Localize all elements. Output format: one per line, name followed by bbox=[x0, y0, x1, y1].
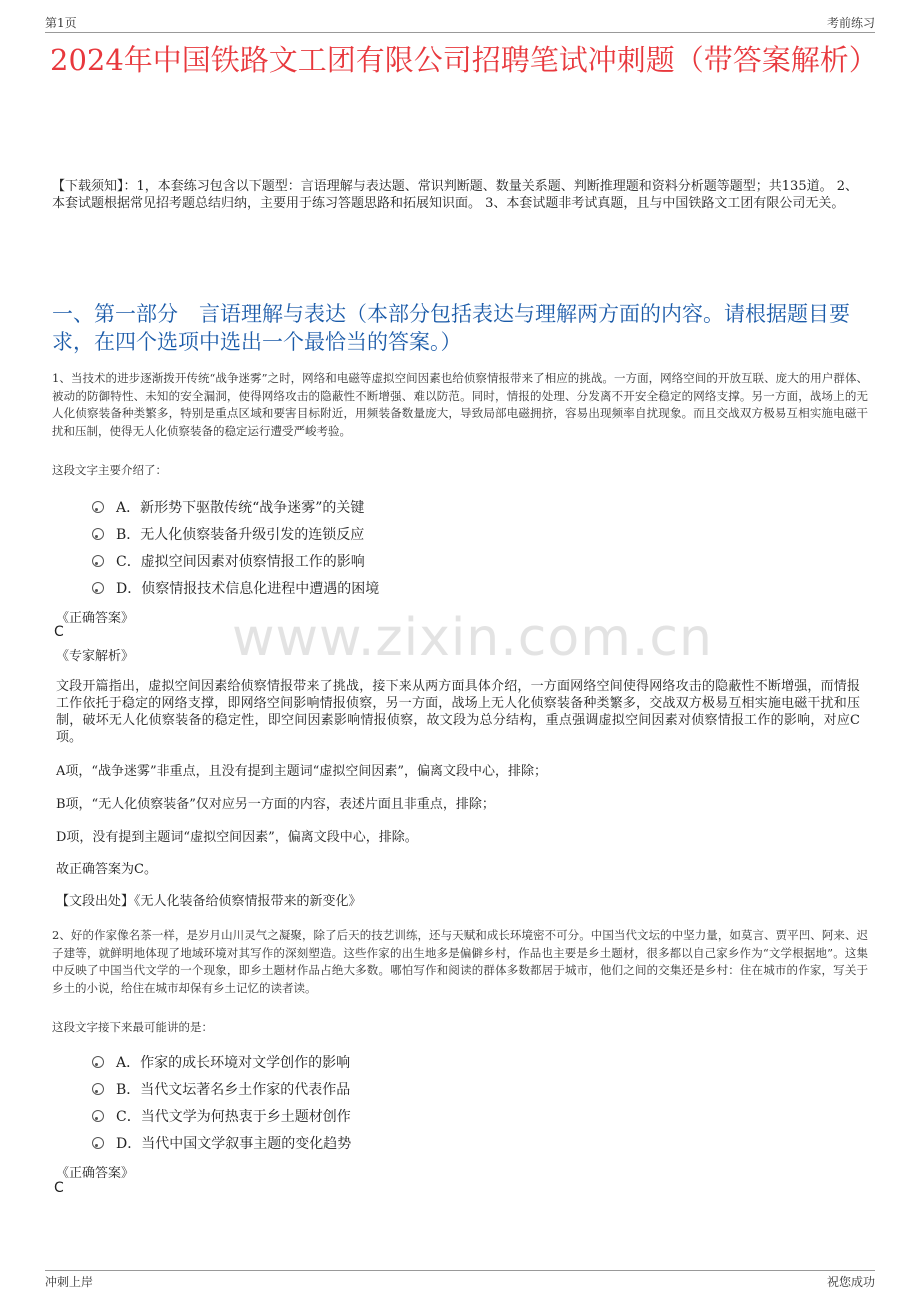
question-1-stem: 这段文字主要介绍了： bbox=[52, 463, 167, 477]
question-2-answer-label: 《正确答案》 bbox=[56, 1166, 135, 1181]
question-2-option-d[interactable] bbox=[92, 1133, 351, 1153]
question-1-note-b: B项，“无人化侦察装备”仅对应另一方面的内容，表述片面且非重点，排除； bbox=[56, 797, 495, 812]
option-label: D．侦察情报技术信息化进程中遭遇的困境 bbox=[116, 581, 380, 597]
question-1-note-d: D项，没有提到主题词“虚拟空间因素”，偏离文段中心，排除。 bbox=[56, 830, 418, 845]
footer-left: 冲刺上岸 bbox=[45, 1275, 94, 1289]
page-number: 第1页 bbox=[45, 16, 77, 30]
question-1-option-b[interactable] bbox=[92, 524, 364, 544]
question-1-option-c[interactable] bbox=[92, 551, 365, 571]
page-header bbox=[45, 12, 875, 33]
question-1-analysis-label: 《专家解析》 bbox=[56, 649, 135, 664]
question-1-source: 【文段出处】《无人化装备给侦察情报带来的新变化》 bbox=[56, 894, 362, 909]
option-label: B．当代文坛著名乡土作家的代表作品 bbox=[116, 1082, 351, 1098]
question-2-answer: C bbox=[54, 1180, 64, 1196]
question-2-option-b[interactable] bbox=[92, 1079, 350, 1099]
question-1-option-d[interactable] bbox=[92, 578, 379, 598]
footer-right: 祝您成功 bbox=[826, 1275, 875, 1289]
question-2-passage: 2、好的作家像名茶一样，是岁月山川灵气之凝聚，除了后天的技艺训练，还与天赋和成长环境密不可分。中国当代文坛的中坚力量，如莫言、贾平凹、阿来、迟子建等，就鲜明地体现了地域环境对其写作的深刻塑造。这些作家的出生地多是偏僻乡村，作品也主要是乡土题材，很多都以自己家乡作为“文学根据地”。这集中反映了中国当代文学的一个现象，即乡土题材作品占绝大多数。哪怕写作和阅读的群体多数都居于城市，他们之间的交集还是乡村：住在城市的作家，写关于乡土的小说，给住在城市却保有乡土记忆的读者读。 bbox=[52, 928, 868, 995]
question-2-option-a[interactable] bbox=[92, 1052, 350, 1072]
radio-icon[interactable] bbox=[92, 1137, 104, 1149]
question-1-passage: 1、当技术的进步逐渐拨开传统“战争迷雾”之时，网络和电磁等虚拟空间因素也给侦察情报带来了相应的挑战。一方面，网络空间的开放互联、庞大的用户群体、被动的防御特性、未知的安全漏洞，使得网络攻击的隐蔽性不断增强、难以防范。同时，情报的处理、分发离不开安全稳定的网络支撑。另一方面，战场上的无人化侦察装备种类繁多，特别是重点区域和要害目标附近，用频装备数量庞大，导致局部电磁拥挤，容易出现频率自扰现象。而且交战双方极易互相实施电磁干扰和压制，使得无人化侦察装备的稳定运行遭受严峻考验。 bbox=[52, 371, 868, 438]
header-tag: 考前练习 bbox=[826, 16, 875, 30]
radio-icon[interactable] bbox=[92, 501, 104, 513]
radio-icon[interactable] bbox=[92, 582, 104, 594]
section-heading: 一、第一部分 言语理解与表达（本部分包括表达与理解两方面的内容。请根据题目要求，在四个选项中选出一个最恰当的答案。） bbox=[52, 302, 850, 354]
option-label: C．当代文学为何热衷于乡土题材创作 bbox=[116, 1109, 351, 1125]
watermark: www.zixin.com.cn bbox=[232, 608, 713, 668]
radio-icon[interactable] bbox=[92, 1056, 104, 1068]
question-1-answer: C bbox=[54, 624, 64, 640]
question-1-note-a: A项，“战争迷雾”非重点，且没有提到主题词“虚拟空间因素”，偏离文段中心，排除； bbox=[56, 764, 547, 779]
option-label: C．虚拟空间因素对侦察情报工作的影响 bbox=[116, 554, 365, 570]
option-label: A．作家的成长环境对文学创作的影响 bbox=[116, 1055, 351, 1071]
download-notice: 【下载须知】：1，本套练习包含以下题型：言语理解与表达题、常识判断题、数量关系题、判断推理题和资料分析题等题型；共135道。 2、本套试题根据常见招考题总结归纳，主要用于练习答题思路和拓展知识面。 3、本套试题非考试真题，且与中国铁路文工团有限公司无关。 bbox=[52, 179, 858, 211]
radio-icon[interactable] bbox=[92, 528, 104, 540]
question-1-answer-label: 《正确答案》 bbox=[56, 611, 135, 626]
radio-icon[interactable] bbox=[92, 555, 104, 567]
question-1-option-a[interactable] bbox=[92, 497, 364, 517]
question-1-analysis: 文段开篇指出，虚拟空间因素给侦察情报带来了挑战，接下来从两方面具体介绍，一方面网络空间使得网络攻击的隐蔽性不断增强，而情报工作依托于稳定的网络支撑，即网络空间影响情报侦察，另一方面，战场上无人化侦察装备种类繁多，交战双方极易互相实施电磁干扰和压制，破坏无人化侦察装备的稳定性，即空间因素影响情报侦察，故文段为总分结构，重点强调虚拟空间因素对侦察情报工作的影响，对应C项。 bbox=[56, 679, 860, 745]
option-label: A．新形势下驱散传统“战争迷雾”的关键 bbox=[116, 500, 365, 516]
question-2-stem: 这段文字接下来最可能讲的是： bbox=[52, 1020, 213, 1034]
radio-icon[interactable] bbox=[92, 1083, 104, 1095]
option-label: D．当代中国文学叙事主题的变化趋势 bbox=[116, 1136, 352, 1152]
question-2-option-c[interactable] bbox=[92, 1106, 351, 1126]
option-label: B．无人化侦察装备升级引发的连锁反应 bbox=[116, 527, 365, 543]
page-footer bbox=[45, 1270, 875, 1293]
radio-icon[interactable] bbox=[92, 1110, 104, 1122]
question-1-conclusion: 故正确答案为C。 bbox=[56, 862, 157, 877]
document-title: 2024年中国铁路文工团有限公司招聘笔试冲刺题（带答案解析） bbox=[50, 43, 878, 77]
